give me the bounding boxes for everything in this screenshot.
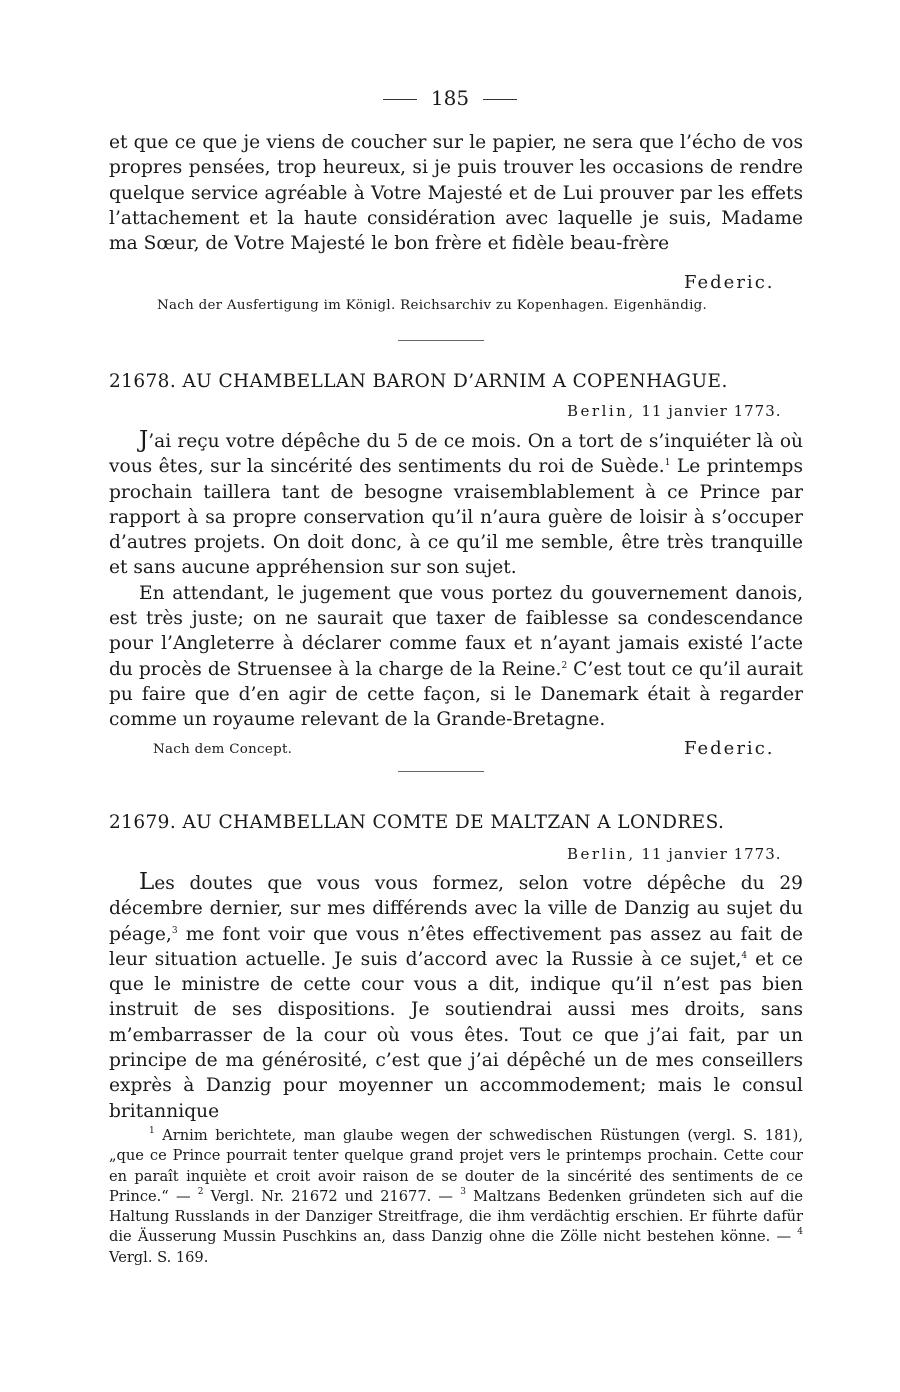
paragraph-text: C’est tout ce qu’il aurait pu faire que d’en agir de cette façon, si le Danemark était à regarder comme un royaume relevant de la Grande-Bretagne. — [109, 658, 803, 731]
page-number: 185 — [430, 86, 470, 110]
footnote-text: Arnim berichtete, man glaube wegen der schwedischen Rüstungen (vergl. S. 181), „que ce Prince pourrait tenter quelque grand projet vers le printemps prochain. Cette cour en paraît inquiète et croit avoir raison de se douter de la sincérité des sentiments de ce Prince.“ — — [109, 1127, 803, 1205]
letter-paragraph — [109, 428, 803, 581]
letter-dateline — [567, 402, 782, 420]
page-number-line — [0, 86, 900, 110]
footnote-marker: 3 — [171, 925, 178, 936]
letter-body — [109, 870, 803, 1124]
footnote-marker: 4 — [797, 1227, 803, 1238]
letter-date: 11 janvier 1773. — [641, 402, 782, 420]
footnote-marker: 1 — [149, 1126, 155, 1136]
letter-paragraph — [109, 581, 803, 733]
closing-signature: Federic. — [684, 272, 775, 293]
paragraph-text: ’ai reçu votre dépêche du 5 de ce mois. On a tort de s’inquiéter là où vous êtes, sur la sincérité des sentiments du roi de Suède. — [109, 431, 803, 478]
paragraph-text: es doutes que vous vous formez, selon votre dépêche du 29 décembre dernier, sur mes différends avec la ville de Danzig au sujet du péage, — [109, 873, 803, 945]
letter-source-note: Nach dem Concept. — [153, 742, 293, 757]
footnote-marker: 3 — [460, 1186, 466, 1197]
drop-cap: J — [139, 427, 149, 453]
paragraph-text: et ce que le ministre de cette cour vous a dit, indique qu’il n’est pas bien instruit de ses dispositions. Je soutiendrai aussi mes droits, sans m’embarrasser de la cour où vous êtes. Tout ce que j’ai fait, par un principe de ma générosité, c’est que j’ai dépêché un de mes conseillers exprès à Danzig pour moyenner un accommodement; mais le consul britannique — [109, 948, 804, 1122]
section-divider — [398, 771, 484, 772]
footnotes — [109, 1126, 803, 1268]
letter-dateline — [567, 845, 782, 863]
footnote-marker: 2 — [561, 660, 568, 671]
closing-source-note: Nach der Ausfertigung im Königl. Reichsarchiv zu Kopenhagen. Eigenhändig. — [157, 298, 708, 313]
letter-heading: 21679. AU CHAMBELLAN COMTE DE MALTZAN A LONDRES. — [109, 812, 725, 833]
letter-place: Berlin, — [567, 402, 636, 420]
footnote-text: Vergl. Nr. 21672 und 21677. — — [203, 1187, 461, 1205]
paragraph-text: Le printemps prochain taillera tant de besogne vraisemblablement à ce Prince par rapport à sa propre conservation qu’il n’aura guère de loisir à s’occuper d’autres projets. On doit donc, à ce qu’il me semble, être très tranquille et sans aucune appréhension sur son sujet. — [109, 456, 804, 579]
footnote-marker: 1 — [664, 458, 671, 469]
closing-paragraph: et que ce que je viens de coucher sur le papier, ne sera que l’écho de vos propres pensées, trop heureux, si je puis trouver les occasions de rendre quelque service agréable à Votre Majesté et de Lui prouver par les effets l’attachement et la haute considération avec laquelle je suis, Madame ma Sœur, de Votre Majesté le bon frère et fidèle beau-frère — [109, 132, 803, 255]
letter-date: 11 janvier 1773. — [641, 845, 782, 863]
paragraph-text: En attendant, le jugement que vous portez du gouvernement danois, est très juste; on ne saurait que taxer de faiblesse sa condescendance pour l’Angleterre à déclarer comme faux et n’ayant jamais existé l’acte du procès de Struensee à la charge de la Reine. — [109, 582, 803, 680]
paragraph-text: me font voir que vous n’êtes effectivement pas assez au fait de leur situation actuelle. Je suis d’accord avec la Russie à ce sujet, — [109, 923, 803, 970]
letter-paragraph — [109, 870, 803, 1124]
footnote-text: Vergl. S. 169. — [109, 1248, 209, 1266]
closing-paragraph-block — [109, 130, 803, 256]
letter-place: Berlin, — [567, 845, 636, 863]
page-number-dash-left — [383, 99, 417, 100]
letter-signature: Federic. — [684, 738, 775, 759]
letter-body — [109, 428, 803, 733]
section-divider — [398, 340, 484, 341]
footnote-marker: 2 — [197, 1186, 204, 1197]
footnote-text: Maltzans Bedenken gründeten sich auf die Haltung Russlands in der Danziger Streitfrage, die ihm verdächtig erschien. Er führte dafür die Äusserung Mussin Puschkins an, dass Danzig ohne die Zölle nicht bestehen könne. — — [109, 1187, 803, 1246]
footnote-marker: 4 — [741, 950, 748, 961]
drop-cap: L — [139, 869, 155, 895]
letter-heading: 21678. AU CHAMBELLAN BARON D’ARNIM A COPENHAGUE. — [109, 371, 728, 392]
page-number-dash-right — [483, 99, 517, 100]
